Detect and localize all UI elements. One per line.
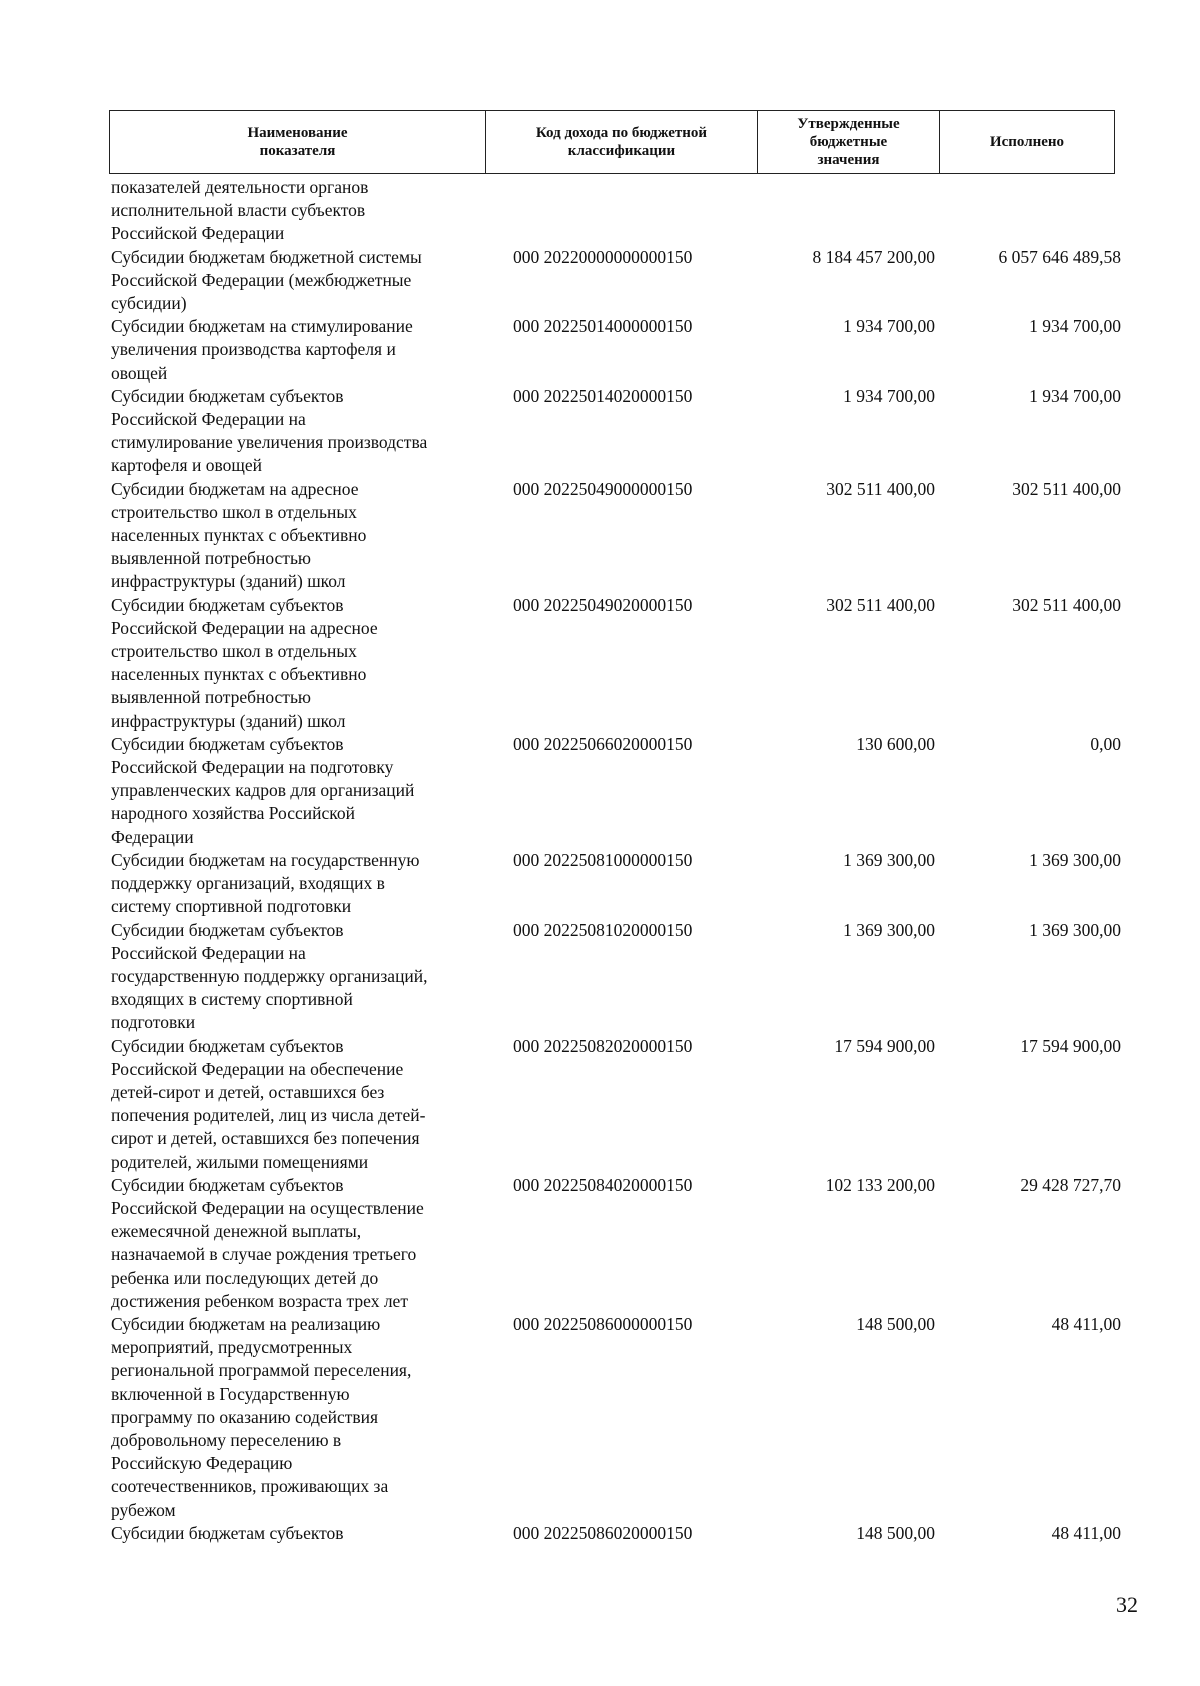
table-row — [111, 919, 1121, 1035]
row-done: 0,00 — [1090, 733, 1121, 754]
row-name: показателей деятельности органов исполнительной власти субъектов Российской Федерации — [111, 177, 369, 244]
row-name: Субсидии бюджетам субъектов — [111, 1522, 344, 1543]
header-done: Исполнено — [989, 134, 1065, 150]
row-done: 17 594 900,00 — [1020, 1035, 1121, 1056]
header-code: Код дохода по бюджетной классификации — [486, 111, 758, 173]
row-name: Субсидии бюджетам на государственную поддержку организаций, входящих в систему спортивной подготовки — [111, 849, 420, 917]
row-code — [507, 176, 777, 246]
row-done: 48 411,00 — [1051, 1522, 1121, 1543]
table-row — [111, 1035, 1121, 1174]
row-done: 1 369 300,00 — [1029, 919, 1121, 940]
table-row — [111, 385, 1121, 478]
row-code: 000 20225066020000150 — [513, 733, 693, 754]
row-code: 000 20225084020000150 — [513, 1174, 693, 1195]
row-name: Субсидии бюджетам субъектов Российской Федерации на государственную поддержку организаций, входящих в систему спортивной подготовки — [111, 919, 428, 1033]
row-code: 000 20225086020000150 — [513, 1522, 693, 1543]
row-done: 29 428 727,70 — [1020, 1174, 1121, 1195]
row-name: Субсидии бюджетам на стимулирование увеличения производства картофеля и овощей — [111, 316, 413, 383]
row-done: 1 369 300,00 — [1029, 849, 1121, 870]
table-row — [111, 478, 1121, 594]
row-name: Субсидии бюджетам субъектов Российской Федерации на стимулирование увеличения производства картофеля и овощей — [111, 385, 428, 476]
page-number: 32 — [1116, 1592, 1138, 1617]
row-name: Субсидии бюджетам субъектов Российской Федерации на адресное строительство школ в отдельных населенных пунктах с объективно выявленной потребностью инфраструктуры (зданий) школ — [111, 594, 378, 731]
table-row — [111, 246, 1121, 316]
row-plan: 17 594 900,00 — [834, 1035, 935, 1056]
row-done: 302 511 400,00 — [1012, 594, 1121, 615]
row-done: 1 934 700,00 — [1029, 385, 1121, 406]
row-name: Субсидии бюджетам субъектов Российской Федерации на обеспечение детей-сирот и детей, оставшихся без попечения родителей, лиц из числа детей- сирот и детей, оставшихся без попечения родителей, жилыми помещениями — [111, 1035, 426, 1172]
row-plan: 1 369 300,00 — [843, 849, 935, 870]
row-code: 000 20225049000000150 — [513, 478, 693, 499]
row-name: Субсидии бюджетам субъектов Российской Федерации на подготовку управленческих кадров для организаций народного хозяйства Российской Федерации — [111, 733, 415, 847]
header-plan: Утвержденные бюджетные значения — [758, 111, 940, 173]
row-name: Субсидии бюджетам на адресное строительство школ в отдельных населенных пунктах с объективно выявленной потребностью инфраструктуры (зданий) школ — [111, 478, 367, 592]
row-plan — [777, 176, 935, 246]
row-plan: 130 600,00 — [856, 733, 935, 754]
row-plan: 8 184 457 200,00 — [812, 246, 935, 267]
table-row — [111, 849, 1121, 919]
row-code: 000 20225086000000150 — [513, 1313, 693, 1334]
row-done: 6 057 646 489,58 — [998, 246, 1121, 267]
table-row — [111, 315, 1121, 385]
table-header — [109, 110, 1115, 174]
table-row — [111, 594, 1121, 733]
row-name: Субсидии бюджетам на реализацию мероприятий, предусмотренных региональной программой переселения, включенной в Государственную программу по оказанию содействия добровольному переселению в Российскую Федерацию соотечественников, проживающих за рубежом — [111, 1313, 412, 1520]
row-name: Субсидии бюджетам бюджетной системы Российской Федерации (межбюджетные субсидии) — [111, 246, 422, 314]
row-code: 000 20225014020000150 — [513, 385, 693, 406]
row-plan: 302 511 400,00 — [826, 478, 935, 499]
table-row — [111, 733, 1121, 849]
row-done: 1 934 700,00 — [1029, 316, 1121, 337]
row-plan: 1 369 300,00 — [843, 919, 935, 940]
row-plan: 1 934 700,00 — [843, 316, 935, 337]
table-row-continuation — [111, 176, 1121, 246]
row-code: 000 20225014000000150 — [513, 316, 693, 337]
row-done — [935, 176, 1121, 246]
row-plan: 148 500,00 — [856, 1522, 935, 1543]
table-row — [111, 1522, 1121, 1545]
row-code: 000 20220000000000150 — [513, 246, 693, 267]
row-plan: 302 511 400,00 — [826, 594, 935, 615]
row-plan: 148 500,00 — [856, 1313, 935, 1334]
table-body — [111, 176, 1121, 1545]
header-name: Наименование показателя — [110, 111, 486, 173]
table-row — [111, 1174, 1121, 1313]
row-done: 302 511 400,00 — [1012, 478, 1121, 499]
row-plan: 1 934 700,00 — [843, 385, 935, 406]
row-done: 48 411,00 — [1051, 1313, 1121, 1334]
row-code: 000 20225081000000150 — [513, 849, 693, 870]
row-code: 000 20225081020000150 — [513, 919, 693, 940]
row-name: Субсидии бюджетам субъектов Российской Федерации на осуществление ежемесячной денежной выплаты, назначаемой в случае рождения третьего ребенка или последующих детей до достижения ребенком возраста трех лет — [111, 1174, 424, 1311]
row-plan: 102 133 200,00 — [825, 1174, 935, 1195]
table-row — [111, 1313, 1121, 1522]
row-code: 000 20225049020000150 — [513, 594, 693, 615]
row-code: 000 20225082020000150 — [513, 1035, 693, 1056]
